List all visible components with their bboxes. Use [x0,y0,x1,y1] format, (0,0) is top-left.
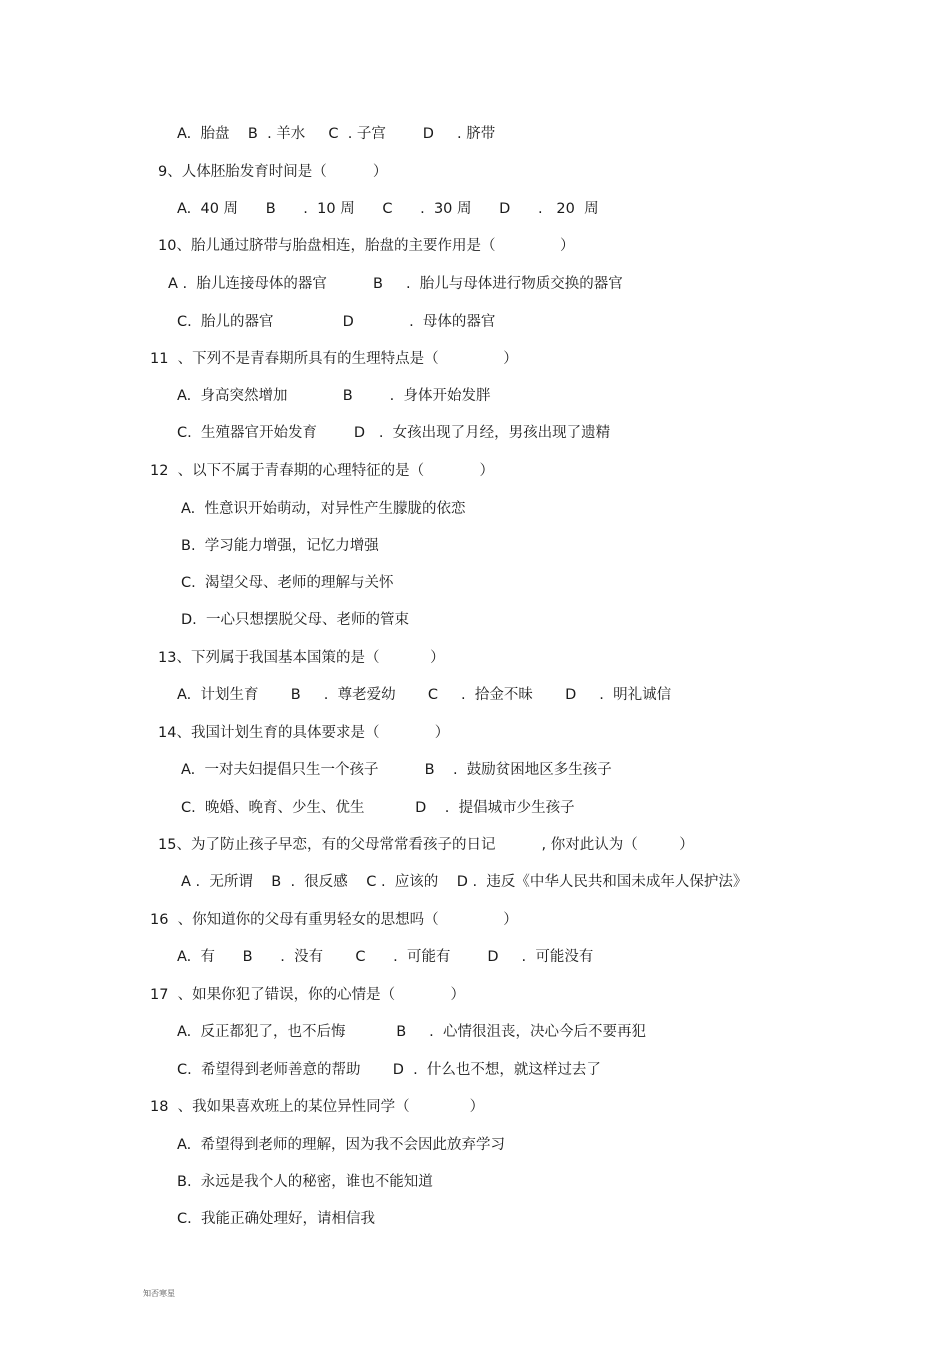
question-line: 13、下列属于我国基本国策的是（ ） [158,650,445,666]
page-footer: 知否寒星 [143,1289,175,1298]
question-line: 16 、你知道你的父母有重男轻女的思想吗（ ） [150,912,518,928]
option-line: C. 生殖器官开始发育 D . 女孩出现了月经，男孩出现了遗精 [177,425,611,441]
option-line: C. 晚婚、晚育、少生、优生 D . 提倡城市少生孩子 [181,800,575,816]
option-line: A. 性意识开始萌动，对异性产生朦胧的依恋 [181,501,466,517]
option-line: A. 40 周 B . 10 周 C . 30 周 D . 20 周 [177,201,599,217]
option-line: A. 希望得到老师的理解，因为我不会因此放弃学习 [177,1137,505,1153]
question-line: 12 、以下不属于青春期的心理特征的是（ ） [150,463,494,479]
option-line: A. 计划生育 B . 尊老爱幼 C . 拾金不昧 D . 明礼诚信 [177,687,672,703]
option-line: A. 有 B . 没有 C . 可能有 D . 可能没有 [177,949,594,965]
question-line: 17 、如果你犯了错误，你的心情是（ ） [150,987,465,1003]
question-line: 10、胎儿通过脐带与胎盘相连，胎盘的主要作用是（ ） [158,238,575,254]
option-line: D. 一心只想摆脱父母、老师的管束 [181,612,409,628]
option-line: C. 希望得到老师善意的帮助 D . 什么也不想，就这样过去了 [177,1062,601,1078]
option-line: B. 学习能力增强，记忆力增强 [181,538,379,554]
question-line: 11 、下列不是青春期所具有的生理特点是（ ） [150,351,518,367]
question-line: 14、我国计划生育的具体要求是（ ） [158,725,450,741]
option-line: A . 无所谓 B . 很反感 C . 应该的 D . 违反《中华人民共和国未成年人保护法》 [181,874,748,890]
option-line: C. 渴望父母、老师的理解与关怀 [181,575,394,591]
option-line: A. 身高突然增加 B . 身体开始发胖 [177,388,491,404]
question-line: 9、人体胚胎发育时间是（ ） [158,164,388,180]
option-line: B. 永远是我个人的秘密，谁也不能知道 [177,1174,433,1190]
option-line: A . 胎儿连接母体的器官 B . 胎儿与母体进行物质交换的器官 [168,276,623,292]
option-line: C. 胎儿的器官 D . 母体的器官 [177,314,496,330]
question-line: 18 、我如果喜欢班上的某位异性同学（ ） [150,1099,485,1115]
option-line: A. 反正都犯了，也不后悔 B . 心情很沮丧，决心今后不要再犯 [177,1024,647,1040]
option-line: A. 胎盘 B . 羊水 C . 子宫 D . 脐带 [177,126,496,142]
option-line: C. 我能正确处理好，请相信我 [177,1211,375,1227]
option-line: A. 一对夫妇提倡只生一个孩子 B . 鼓励贫困地区多生孩子 [181,762,612,778]
question-line: 15、为了防止孩子早恋，有的父母常常看孩子的日记 , 你对此认为（ ） [158,837,694,853]
